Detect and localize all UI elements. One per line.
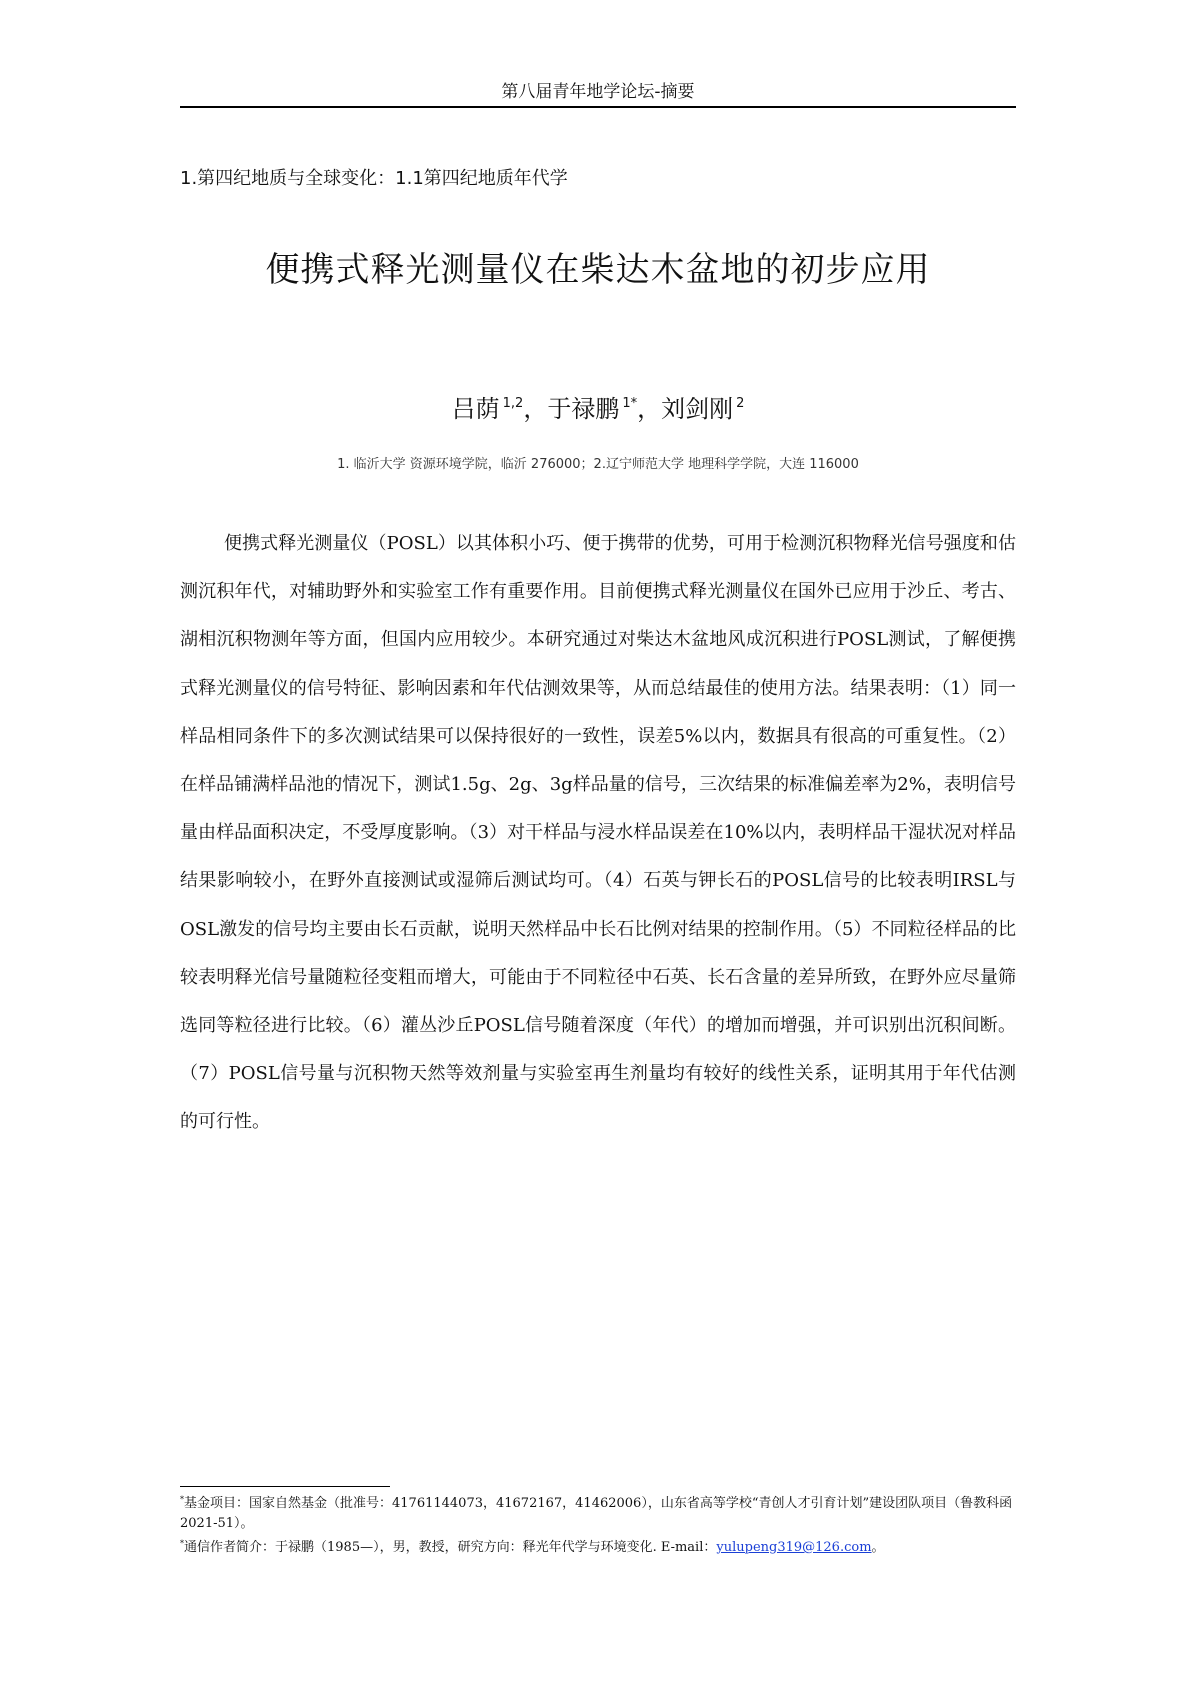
email-link[interactable]: yulupeng319@126.com [716,1540,872,1555]
funding-text: 基金项目：国家自然基金（批准号：41761144073，41672167，41462006），山东省高等学校“青创人才引育计划”建设团队项目（鲁教科函2021-51）。 [180,1496,1013,1531]
footnotes [180,1490,1016,1558]
author-name: 吕荫 [451,395,500,423]
author-name: 于禄鹏 [547,395,620,423]
author-name: 刘剑刚 [661,395,734,423]
abstract-body: 便携式释光测量仪（POSL）以其体积小巧、便于携带的优势，可用于检测沉积物释光信号强度和估测沉积年代，对辅助野外和实验室工作有重要作用。目前便携式释光测量仪在国外已应用于沙丘、考古、湖相沉积物测年等方面，但国内应用较少。本研究通过对柴达木盆地风成沉积进行POSL测试，了解便携式释光测量仪的信号特征、影响因素和年代估测效果等，从而总结最佳的使用方法。结果表明：（1）同一样品相同条件下的多次测试结果可以保持很好的一致性，误差5%以内，数据具有很高的可重复性。（2）在样品铺满样品池的情况下，测试1.5g、2g、3g样品量的信号，三次结果的标准偏差率为2%，表明信号量由样品面积决定，不受厚度影响。（3）对干样品与浸水样品误差在10%以内，表明样品干湿状况对样品结果影响较小，在野外直接测试或湿筛后测试均可。（4）石英与钾长石的POSL信号的比较表明IRSL与OSL激发的信号均主要由长石贡献，说明天然样品中长石比例对结果的控制作用。（5）不同粒径样品的比较表明释光信号量随粒径变粗而增大，可能由于不同粒径中石英、长石含量的差异所致，在野外应尽量筛选同等粒径进行比较。（6）灌丛沙丘POSL信号随着深度（年代）的增加而增强，并可识别出沉积间断。（7）POSL信号量与沉积物天然等效剂量与实验室再生剂量均有较好的线性关系，证明其用于年代估测的可行性。 [180,533,1016,1133]
paper-title: 便携式释光测量仪在柴达木盆地的初步应用 [265,250,931,290]
correspondence-footnote [180,1534,1016,1558]
footnote-mark: * [180,1539,184,1548]
author-affiliation-mark: 2 [736,396,745,411]
running-header: 第八届青年地学论坛-摘要 [501,82,695,102]
footnote-end-punct: 。 [871,1540,885,1555]
author-affiliation-mark: 1,2 [502,396,524,411]
author-separator: ， [637,395,662,423]
section-path: 1.第四纪地质与全球变化：1.1第四纪地质年代学 [180,168,568,189]
author-list [180,387,1016,426]
affiliation-line: 1. 临沂大学 资源环境学院，临沂 276000；2.辽宁师范大学 地理科学学院，大连 116000 [337,457,859,472]
funding-footnote [180,1490,1016,1534]
author-separator: ， [523,395,548,423]
footnote-rule [180,1486,390,1487]
header-rule [180,106,1016,108]
footnote-mark: * [180,1495,184,1504]
author-affiliation-mark: 1* [622,396,638,411]
correspondence-text: 通信作者简介：于禄鹏（1985—），男，教授，研究方向：释光年代学与环境变化. E-mail： [184,1540,717,1555]
